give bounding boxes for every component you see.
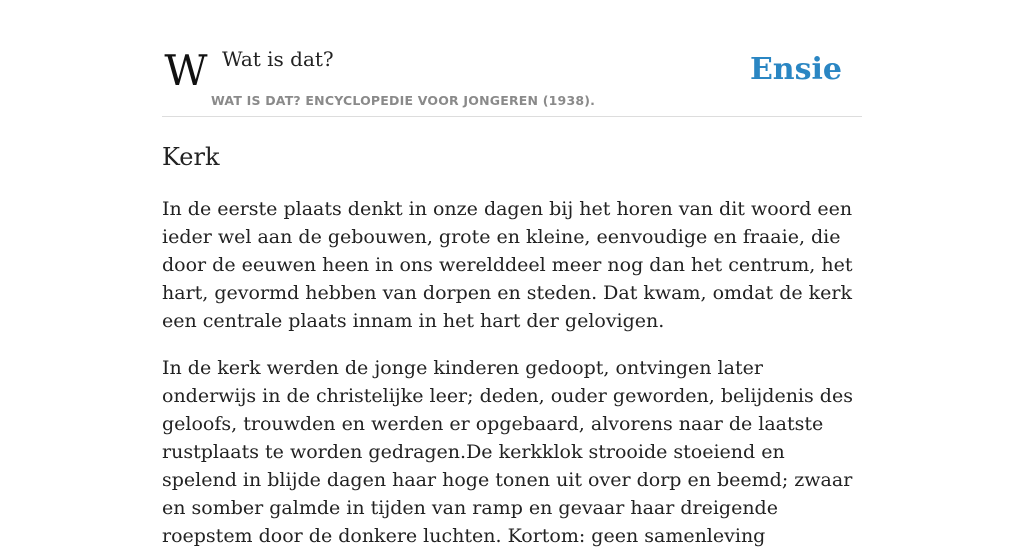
svg-text:W: W [164,52,208,90]
wikipedia-w-icon[interactable] [164,52,208,90]
brand-logo-link[interactable]: Ensie [749,52,842,87]
header [162,0,862,117]
page [162,0,862,547]
article-title: Kerk [162,143,220,171]
source-subtitle: WAT IS DAT? ENCYCLOPEDIE VOOR JONGEREN (1938). [211,93,596,108]
source-title: Wat is dat? [222,47,334,71]
article-paragraph: In de eerste plaats denkt in onze dagen bij het horen van dit woord een ieder wel aan de gebouwen, grote en kleine, eenvoudige en fraaie, die door de eeuwen heen in ons werelddeel meer nog dan het centrum, het hart, gevormd hebben van dorpen en steden. Dat kwam, omdat de kerk een centrale plaats innam in het hart der gelovigen. [162,198,853,332]
article-paragraph: In de kerk werden de jonge kinderen gedoopt, ontvingen later onderwijs in de christelijke leer; deden, ouder geworden, belijdenis des geloofs, trouwden en werden er opgebaard, alvorens naar de laatste rustplaats te worden gedragen.De kerkklok strooide stoeiend en spelend in blijde dagen haar hoge tonen uit over dorp en beemd; zwaar en somber galmde in tijden van ramp en gevaar haar dreigende roepstem door de donkere luchten. Kortom: geen samenleving [162,357,853,547]
